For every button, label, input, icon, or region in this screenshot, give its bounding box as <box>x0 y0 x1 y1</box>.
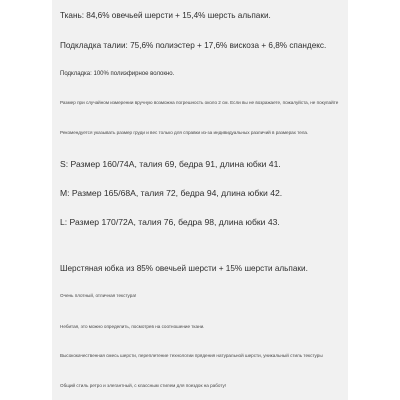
texture-text: Очень плотный, отличная текстура! <box>60 293 137 298</box>
fabric-composition-text: Ткань: 84,6% овечьей шерсти + 15,4% шерсть альпаки. <box>60 11 271 20</box>
size-m-text: M: Размер 165/68A, талия 72, бедра 94, длина юбки 42. <box>60 188 283 198</box>
wool-blend-text: Высококачественная смесь шерсти, переплетение технологии прядения натуральной шерсти, уникальный стиль текстуры <box>60 353 323 358</box>
size-recommendation-text: Рекомендуется указывать размер груди и вес только для справки из-за индивидуальных различий в размерах тела. <box>60 130 309 135</box>
fabric-ratio-text: Небитая, это можно определить, посмотрев на соотношение ткани. <box>60 324 205 329</box>
size-s-text: S: Размер 160/74A, талия 69, бедра 91, длина юбки 41. <box>60 159 281 169</box>
measurement-note-text: Размер при случайном измерении вручную возможна погрешность около 2 см. Если вы не возражаете, пожалуйста, не покупайте <box>60 100 339 105</box>
description-panel <box>52 0 348 400</box>
lining-text: Подкладка: 100% полиэфирное волокно. <box>60 71 175 77</box>
waist-lining-text: Подкладка талии: 75,6% полиэстер + 17,6% вискоза + 6,8% спандекс. <box>60 41 327 50</box>
wool-skirt-text: Шерстяная юбка из 85% овечьей шерсти + 15% шерсти альпаки. <box>60 264 308 273</box>
retro-style-text: Общий стиль ретро и элегантный, с классным стилем для поездок на работу! <box>60 383 227 388</box>
size-l-text: L: Размер 170/72A, талия 76, бедра 98, длина юбки 43. <box>60 217 280 227</box>
